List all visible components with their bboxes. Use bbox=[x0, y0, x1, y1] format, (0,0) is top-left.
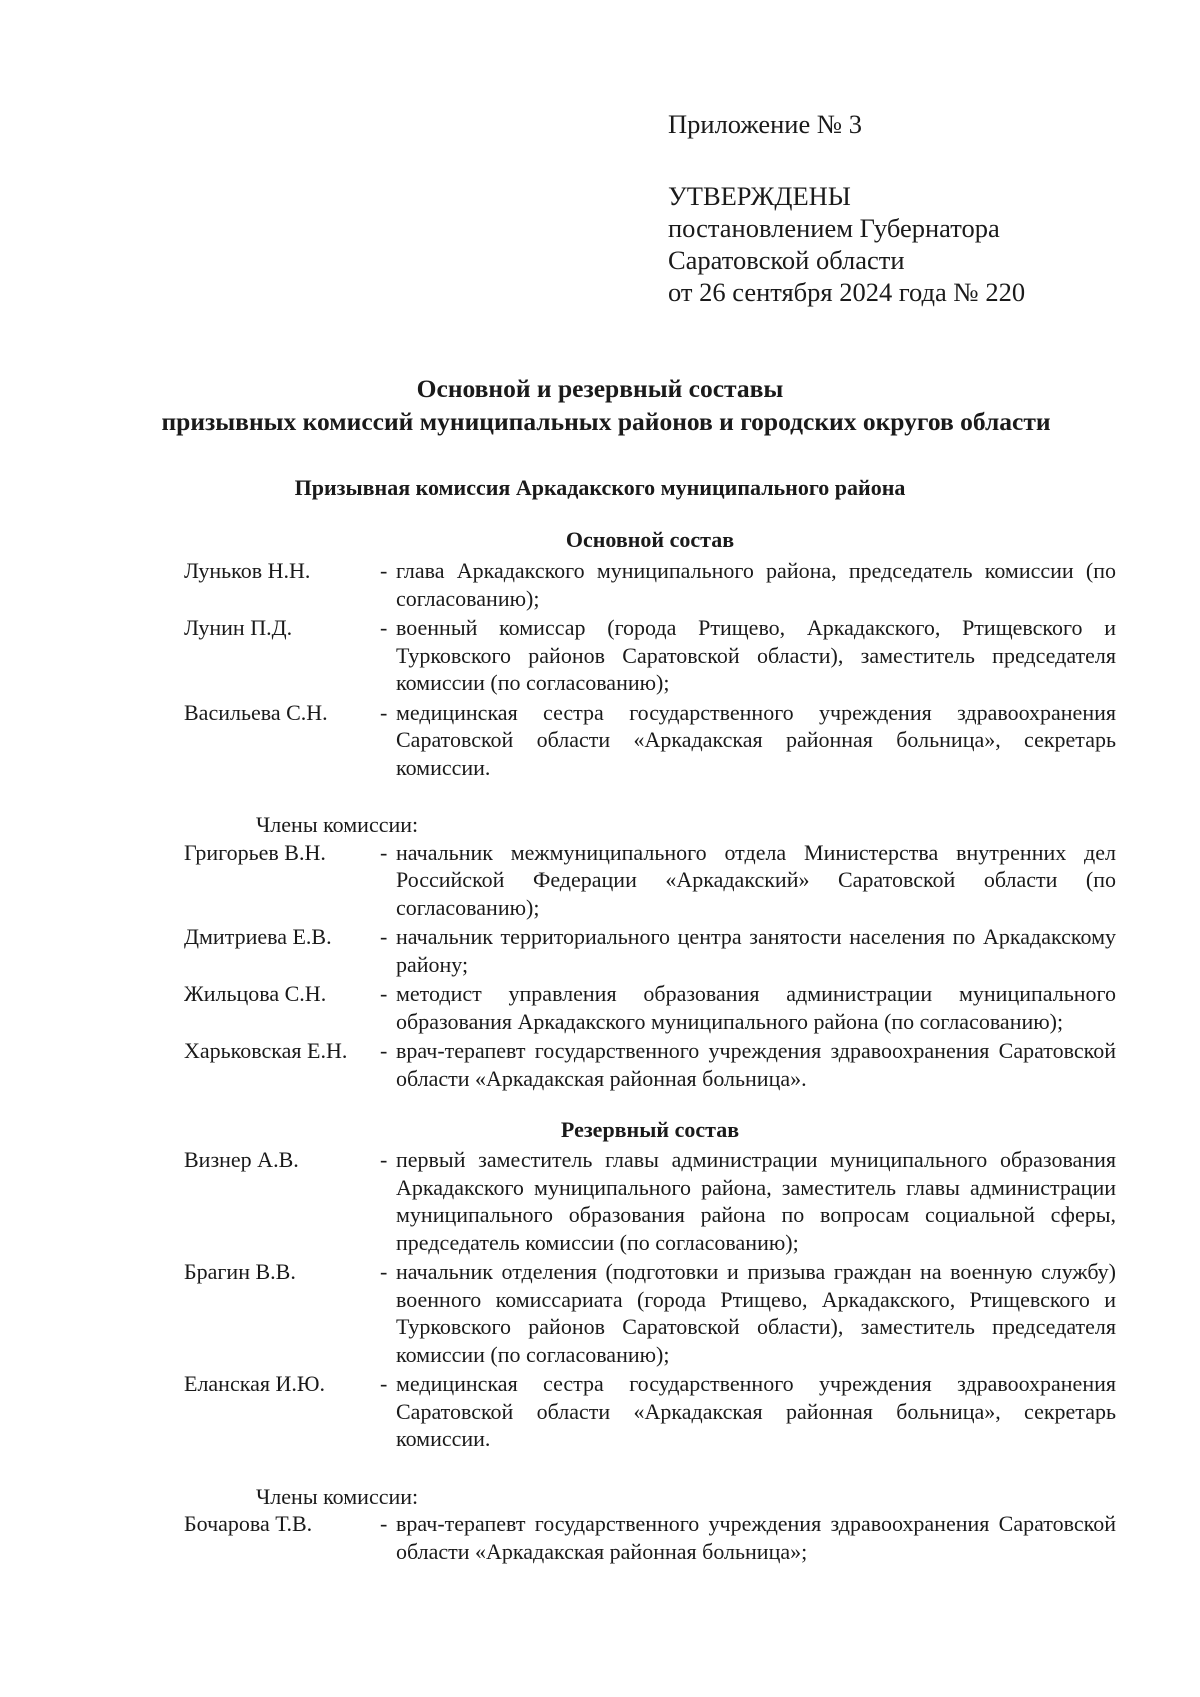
person-name: Дмитриева Е.В. bbox=[184, 924, 332, 949]
person-role: врач-терапевт государственного учреждения здравоохранения Саратовской области «Аркадакская районная больница»; bbox=[396, 1511, 1116, 1564]
roster-entry bbox=[184, 614, 1116, 697]
dash-separator: - bbox=[380, 1038, 388, 1063]
roster-entry bbox=[184, 1258, 1116, 1368]
person-name: Харьковская Е.Н. bbox=[184, 1038, 348, 1063]
person-role: военный комиссар (города Ртищево, Аркадакского, Ртищевского и Турковского районов Саратовской области), заместитель председателя комиссии (по согласованию); bbox=[396, 615, 1116, 695]
roster-entry bbox=[184, 1146, 1116, 1256]
dash-separator: - bbox=[380, 1511, 388, 1536]
person-role: первый заместитель главы администрации муниципального образования Аркадакского муниципального района, заместитель главы администрации муниципального образования района по вопросам социальной сферы, председатель комиссии (по согласованию); bbox=[396, 1147, 1116, 1255]
roster-entry bbox=[184, 923, 1116, 978]
person-role: методист управления образования администрации муниципального образования Аркадакского муниципального района (по согласованию); bbox=[396, 981, 1116, 1034]
person-role: врач-терапевт государственного учреждения здравоохранения Саратовской области «Аркадакская районная больница». bbox=[396, 1038, 1116, 1091]
person-name: Еланская И.Ю. bbox=[184, 1371, 325, 1396]
person-name: Лунин П.Д. bbox=[184, 615, 293, 640]
person-name: Брагин В.В. bbox=[184, 1259, 296, 1284]
person-role: начальник отделения (подготовки и призыва граждан на военную службу) военного комиссариата (города Ртищево, Аркадакского, Ртищевского и Турковского районов Саратовской области), заместитель председателя комиссии (по согласованию); bbox=[396, 1259, 1116, 1367]
roster-entry bbox=[184, 557, 1116, 612]
person-role: медицинская сестра государственного учреждения здравоохранения Саратовской области «Аркадакская районная больница», секретарь комиссии. bbox=[396, 699, 1116, 780]
dash-separator: - bbox=[380, 699, 388, 725]
person-name: Визнер А.В. bbox=[184, 1147, 299, 1172]
person-role: начальник межмуниципального отдела Министерства внутренних дел Российской Федерации «Аркадакский» Саратовской области (по согласованию); bbox=[396, 839, 1116, 920]
roster-entry bbox=[184, 1037, 1116, 1092]
reserve-composition-heading: Резервный состав bbox=[560, 1117, 740, 1142]
roster-entry bbox=[184, 1370, 1116, 1453]
person-role: начальник территориального центра занятости населения по Аркадакскому району; bbox=[396, 924, 1116, 977]
document-title-line-1: Основной и резервный составы bbox=[416, 374, 784, 403]
approval-block bbox=[668, 108, 1025, 308]
main-composition-heading: Основной состав bbox=[565, 527, 735, 552]
reserve-composition-list bbox=[184, 1146, 1116, 1567]
person-name: Бочарова Т.В. bbox=[184, 1511, 313, 1536]
person-role: глава Аркадакского муниципального района, председатель комиссии (по согласованию); bbox=[396, 558, 1116, 611]
roster-entry bbox=[184, 699, 1116, 782]
person-name: Жильцова С.Н. bbox=[184, 981, 327, 1006]
appendix-number: Приложение № 3 bbox=[668, 109, 863, 139]
dash-separator: - bbox=[380, 615, 388, 640]
dash-separator: - bbox=[380, 981, 388, 1006]
person-name: Григорьев В.Н. bbox=[184, 839, 326, 865]
person-name: Луньков Н.Н. bbox=[184, 558, 311, 583]
commission-title: Призывная комиссия Аркадакского муниципального района bbox=[294, 475, 906, 500]
roster-entry bbox=[184, 839, 1116, 922]
person-name: Васильева С.Н. bbox=[184, 699, 328, 725]
dash-separator: - bbox=[380, 1371, 388, 1396]
roster-entry bbox=[184, 1510, 1116, 1565]
members-label: Члены комиссии: bbox=[256, 812, 419, 837]
approval-line-3: от 26 сентября 2024 года № 220 bbox=[668, 277, 1026, 307]
roster-entry bbox=[184, 980, 1116, 1035]
document-title-line-2: призывных комиссий муниципальных районов и городских округов области bbox=[161, 407, 1051, 436]
main-composition-list bbox=[184, 557, 1116, 1094]
approved-label: УТВЕРЖДЕНЫ bbox=[668, 181, 851, 211]
members-label: Члены комиссии: bbox=[256, 1483, 419, 1509]
document-title bbox=[0, 372, 1200, 438]
dash-separator: - bbox=[380, 924, 388, 949]
dash-separator: - bbox=[380, 1147, 388, 1172]
dash-separator: - bbox=[380, 558, 388, 583]
approval-line-2: Саратовской области bbox=[668, 245, 905, 275]
dash-separator: - bbox=[380, 1259, 388, 1284]
dash-separator: - bbox=[380, 839, 388, 865]
approval-line-1: постановлением Губернатора bbox=[668, 213, 1000, 243]
person-role: медицинская сестра государственного учреждения здравоохранения Саратовской области «Аркадакская районная больница», секретарь комиссии. bbox=[396, 1371, 1116, 1451]
